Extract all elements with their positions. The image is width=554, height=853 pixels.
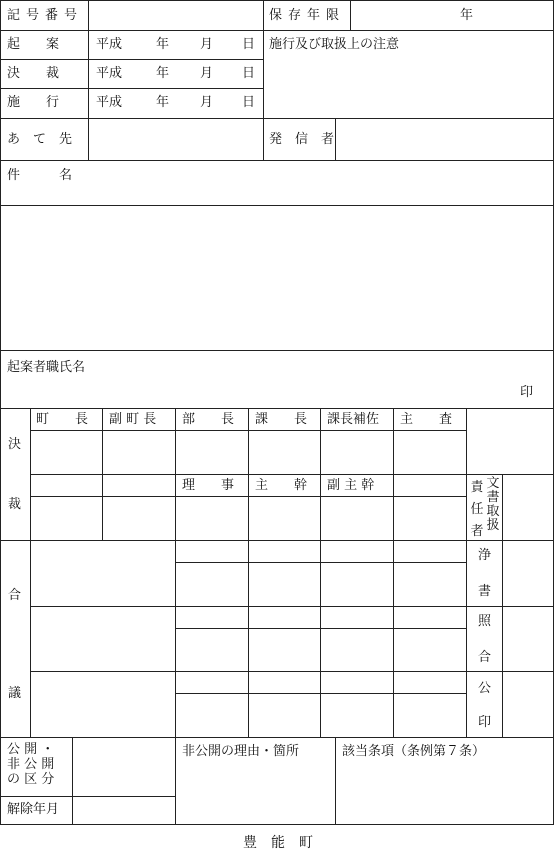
col-assistant-chief: 課長補佐 [327,412,380,427]
approval-cell[interactable] [394,431,466,474]
retention-period-field[interactable] [351,1,553,30]
enforcement-day: 日 [242,95,256,110]
decision-date-label: 決 裁 [7,66,60,81]
addressee-label: あ て 先 [7,132,73,147]
record-number-field[interactable] [89,1,262,30]
decision-day: 日 [242,66,256,81]
draft-era: 平成 [96,37,123,52]
notes-field[interactable] [264,55,553,117]
approval-cell[interactable] [249,431,320,474]
record-number-label: 記号番号 [7,8,84,23]
draft-year: 年 [156,37,170,52]
frame-bottom [0,824,554,825]
clean-copy-1: 浄 [478,548,492,563]
disclosure-category-1: 公 開 ・ [7,742,55,757]
subject-label: 件 名 [7,168,73,183]
retention-period-label: 保存年限 [269,8,346,23]
col-deputy-manager: 副 主 幹 [327,478,375,493]
draft-label: 起 案 [7,37,60,52]
official-seal-1: 公 [478,681,492,696]
draft-month: 月 [200,37,214,52]
release-date-field[interactable] [73,797,174,824]
enforcement-year: 年 [156,95,170,110]
decision-label-top: 決 [8,437,22,452]
body-text-area[interactable] [1,206,553,350]
official-seal-2: 印 [478,715,492,730]
decision-era: 平成 [96,66,123,81]
col-director: 理 事 [182,478,235,493]
sender-field[interactable] [336,119,552,160]
enforcement-month: 月 [200,95,214,110]
disclosure-category-2: 非 公 開 [7,757,55,772]
approval-cell[interactable] [31,431,102,474]
drafter-label: 起案者職氏名 [7,360,86,375]
responsible-person-label: 責任者 [470,480,484,539]
col-chief-clerk: 主 査 [400,412,453,427]
col-chief-manager: 主 幹 [255,478,308,493]
sender-label: 発 信 者 [269,132,335,147]
approval-cell[interactable] [176,431,248,474]
approval-cell[interactable] [321,431,393,474]
draft-day: 日 [242,37,256,52]
decision-year: 年 [156,66,170,81]
collation-1: 照 [478,614,492,629]
notes-label: 施行及び取扱上の注意 [269,37,400,52]
release-date-label: 解除年月 [7,802,60,817]
collation-2: 合 [478,650,492,665]
col-deputy-mayor: 副 町 長 [109,412,157,427]
enforcement-era: 平成 [96,95,123,110]
frame-left [0,0,1,825]
disclosure-category-field[interactable] [73,738,174,796]
drafter-seal-mark: 印 [520,385,534,400]
approval-cell[interactable] [103,431,175,474]
col-section-chief: 課 長 [255,412,308,427]
doc-handler-label: 文書取扱 [486,476,500,533]
consultation-label-top: 合 [8,588,22,603]
enforcement-label: 施 行 [7,95,60,110]
addressee-field[interactable] [89,119,262,160]
nondisclosure-reason-label: 非公開の理由・箇所 [182,744,300,759]
retention-year-unit: 年 [460,8,474,23]
decision-label-bottom: 裁 [8,497,22,512]
disclosure-category-3: の 区 分 [7,772,55,787]
town-name-footer: 豊 能 町 [243,835,313,851]
col-mayor: 町 長 [36,412,89,427]
applicable-clause-label: 該当条項（条例第７条） [342,744,486,759]
clean-copy-2: 書 [478,584,492,599]
consultation-label-bottom: 議 [8,686,22,701]
col-department-head: 部 長 [182,412,235,427]
subject-field[interactable] [90,161,552,205]
decision-month: 月 [200,66,214,81]
